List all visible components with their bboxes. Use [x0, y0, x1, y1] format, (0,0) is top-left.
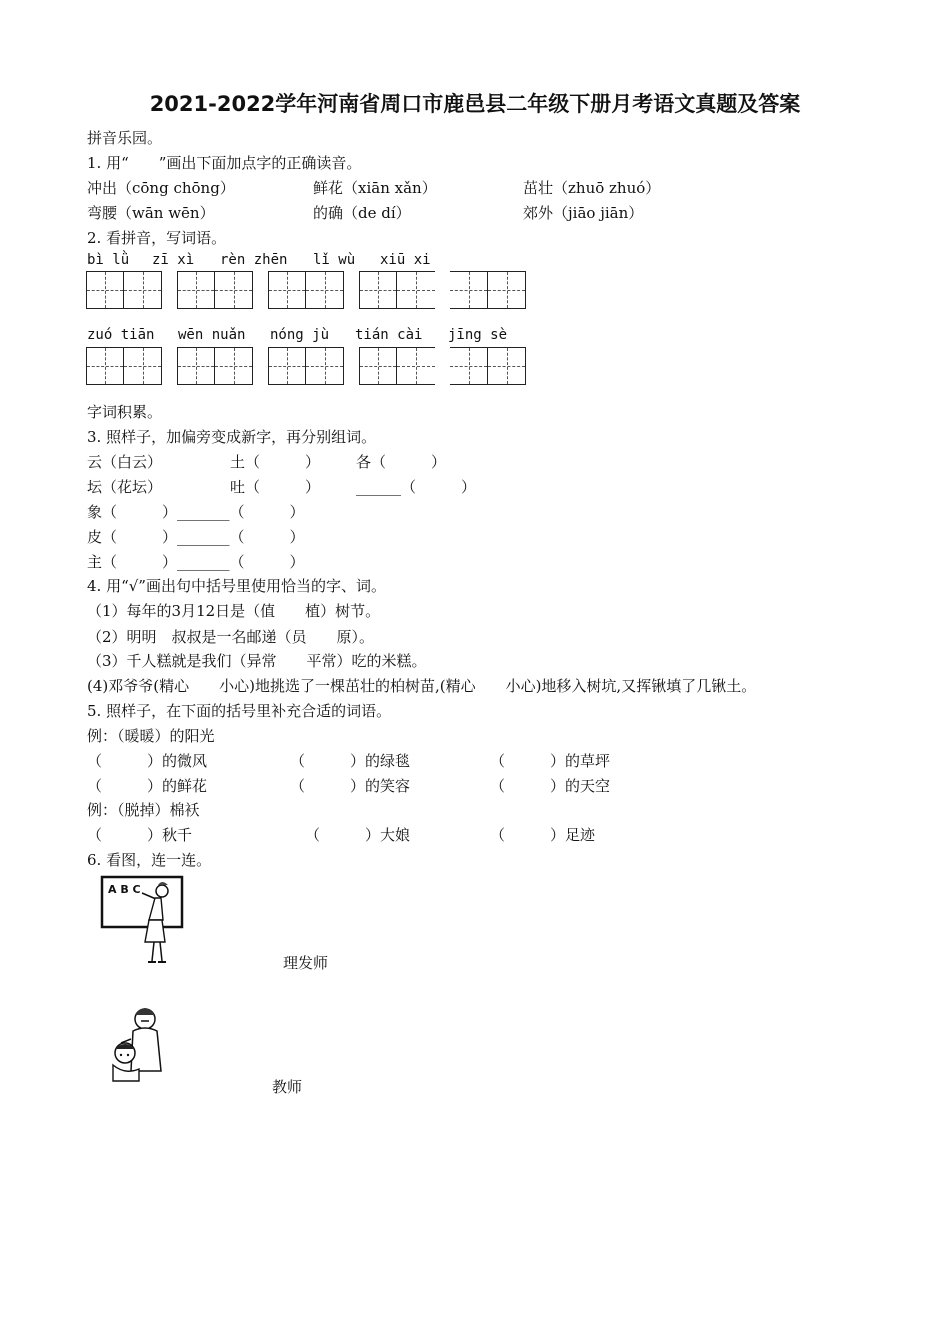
q1-item: 鲜花（xiān xǎn）: [313, 179, 437, 197]
q3-cell: 坛（花坛）: [87, 478, 163, 496]
q4-sentence: （2）明明 叔叔是一名邮递（员 原）。: [87, 628, 375, 646]
q1-item: 弯腰（wān wēn）: [87, 204, 215, 222]
q4-sentence: （3）千人糕就是我们（异常 平常）吃的米糕。: [87, 652, 427, 670]
q5-blank: （ ）秋千: [87, 826, 193, 844]
q3-cell: 各（ ）: [356, 453, 447, 471]
tianzige-box[interactable]: [450, 347, 526, 385]
q6-prompt: 6. 看图，连一连。: [87, 851, 212, 869]
pinyin-label: bì lǜ: [87, 252, 130, 268]
match-label-barber: 理发师: [283, 954, 329, 972]
writing-grid-row-2: [86, 347, 541, 385]
q5-blank: （ ）的绿毯: [290, 752, 411, 770]
q5-example: 例：（脱掉）棉袄: [87, 801, 200, 819]
page-title: 2021-2022学年河南省周口市鹿邑县二年级下册月考语文真题及答案: [149, 92, 801, 116]
q3-row: 主（ ）_______（ ）: [87, 553, 305, 571]
q2-prompt: 2. 看拼音，写词语。: [87, 229, 227, 247]
q4-prompt: 4. 用“√”画出句中括号里使用恰当的字、词。: [87, 577, 386, 595]
q1-item: 茁壮（zhuō zhuó）: [523, 179, 661, 197]
q1-prompt: 1. 用“ ”画出下面加点字的正确读音。: [87, 154, 362, 172]
q3-prompt: 3. 照样子，加偏旁变成新字，再分别组词。: [87, 428, 377, 446]
q3-row: 皮（ ）_______（ ）: [87, 528, 305, 546]
tianzige-box[interactable]: [268, 271, 344, 309]
q3-cell: ______（ ）: [356, 478, 477, 496]
q1-item: 郊外（jiāo jiān）: [523, 204, 644, 222]
tianzige-box[interactable]: [86, 347, 162, 385]
q3-cell: 吐（ ）: [230, 478, 321, 496]
pinyin-label: wēn nuǎn: [178, 327, 246, 343]
q3-cell: 土（ ）: [230, 453, 321, 471]
pinyin-label: rèn zhēn: [220, 252, 288, 268]
tianzige-box[interactable]: [359, 347, 435, 385]
q1-item: 的确（de dí）: [313, 204, 411, 222]
board-letters: A B C: [108, 883, 141, 896]
q5-prompt: 5. 照样子，在下面的括号里补充合适的词语。: [87, 702, 392, 720]
q5-blank: （ ）的草坪: [490, 752, 611, 770]
q5-blank: （ ）足迹: [490, 826, 596, 844]
tianzige-box[interactable]: [359, 271, 435, 309]
q5-blank: （ ）的笑容: [290, 777, 411, 795]
barber-picture: [105, 995, 170, 1085]
writing-grid-row-1: [86, 271, 541, 309]
section-heading-pinyin: 拼音乐园。: [87, 129, 163, 147]
section-heading-words: 字词积累。: [87, 403, 163, 421]
q5-example: 例：（暖暖）的阳光: [87, 727, 215, 745]
q4-sentence: （1）每年的3月12日是（值 植）树节。: [87, 602, 381, 620]
q1-item: 冲出（cōng chōng）: [87, 179, 235, 197]
pinyin-label: tián cài: [355, 327, 423, 343]
tianzige-box[interactable]: [86, 271, 162, 309]
pinyin-label: zī xì: [152, 252, 195, 268]
q4-sentence: (4)邓爷爷(精心 小心)地挑选了一棵茁壮的柏树苗,(精心 小心)地移入树坑,又挥锹填了几锹土。: [87, 677, 757, 695]
q5-blank: （ ）的天空: [490, 777, 611, 795]
pinyin-label: nóng jù: [270, 327, 330, 343]
pinyin-label: zuó tiān: [87, 327, 155, 343]
q5-blank: （ ）的微风: [87, 752, 208, 770]
tianzige-box[interactable]: [177, 271, 253, 309]
match-label-teacher: 教师: [272, 1078, 303, 1096]
q3-cell: 云（白云）: [87, 453, 163, 471]
tianzige-box[interactable]: [268, 347, 344, 385]
tianzige-box[interactable]: [177, 347, 253, 385]
q5-blank: （ ）大娘: [305, 826, 411, 844]
pinyin-label: xiū xi: [380, 252, 431, 268]
teacher-picture: [100, 873, 185, 968]
pinyin-label: jīng sè: [448, 327, 508, 343]
pinyin-label: lǐ wù: [313, 252, 356, 268]
tianzige-box[interactable]: [450, 271, 526, 309]
q3-row: 象（ ）_______（ ）: [87, 503, 305, 521]
q5-blank: （ ）的鲜花: [87, 777, 208, 795]
